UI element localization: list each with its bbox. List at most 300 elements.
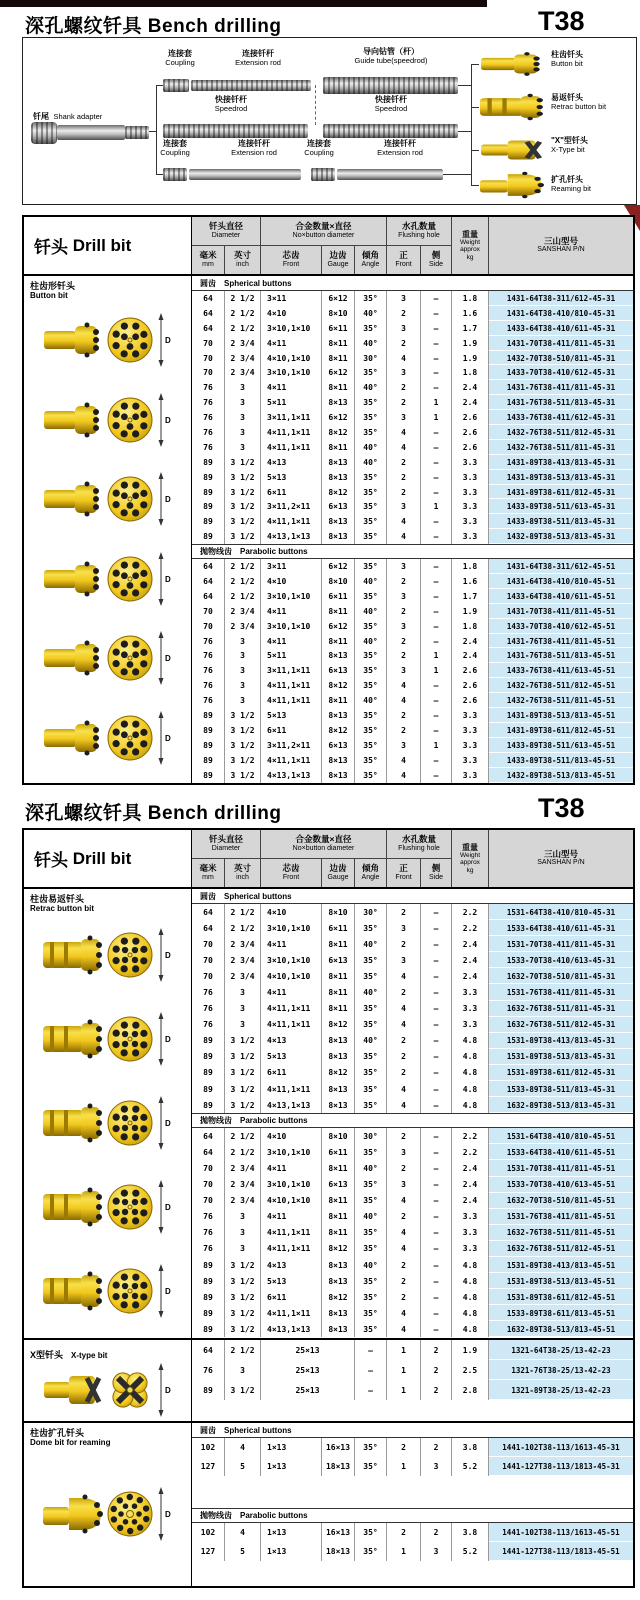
front-buttons: 4×11,1×11 xyxy=(261,753,322,768)
table-row xyxy=(192,1257,633,1273)
weight: 3.8 xyxy=(452,1438,489,1457)
spherical-subheader: 圆齿 Spherical buttons xyxy=(192,1423,633,1438)
page-title-en: Bench drilling xyxy=(147,803,282,824)
diameter-mm: 89 xyxy=(192,499,225,514)
diameter-inch: 3 1/2 xyxy=(225,455,261,470)
gauge-buttons: 8×13 xyxy=(322,1321,355,1337)
gauge-buttons: 8×13 xyxy=(322,753,355,768)
svg-text:D: D xyxy=(164,336,171,346)
gauge-buttons: 8×11 xyxy=(322,984,355,1000)
diameter-mm: 89 xyxy=(192,723,225,738)
part-number: 1531-70T38-411/811-45-31 xyxy=(489,936,633,952)
col-mm: 毫米 mm xyxy=(192,859,225,887)
front-buttons: 4×11,1×11 xyxy=(261,678,322,693)
weight: 4.8 xyxy=(452,1289,489,1305)
part-number: 1533-64T38-410/611-45-51 xyxy=(489,1144,633,1160)
diameter-inch: 3 1/2 xyxy=(225,1097,261,1113)
flush-side: – xyxy=(421,1144,452,1160)
angle: 35° xyxy=(355,1017,387,1033)
part-number: 1531-89T38-513/813-45-51 xyxy=(489,1273,633,1289)
angle: 35° xyxy=(355,514,387,529)
diameter-mm: 70 xyxy=(192,336,225,351)
diameter-mm: 70 xyxy=(192,604,225,619)
front-buttons: 3×11,1×11 xyxy=(261,663,322,678)
table-row xyxy=(192,663,633,678)
weight: 2.8 xyxy=(452,1380,489,1400)
weight: 1.6 xyxy=(452,574,489,589)
weight: 5.2 xyxy=(452,1542,489,1561)
flush-front: 2 xyxy=(387,936,421,952)
table-row xyxy=(192,1438,633,1457)
table-row xyxy=(192,693,633,708)
angle: 40° xyxy=(355,440,387,455)
flush-front: 2 xyxy=(387,1065,421,1081)
angle: 40° xyxy=(355,455,387,470)
angle: 35° xyxy=(355,1081,387,1097)
assembly-diagram xyxy=(22,37,637,205)
part-number: 1432-76T38-511/812-45-51 xyxy=(489,678,633,693)
flush-front: 1 xyxy=(387,1360,421,1380)
diameter-mm: 64 xyxy=(192,321,225,336)
part-number: 1431-76T38-511/813-45-51 xyxy=(489,648,633,663)
drill-bit-header: 钎头 Drill bit xyxy=(24,217,192,274)
flush-side: – xyxy=(421,920,452,936)
part-number: 1441-102T38-113/1613-45-51 xyxy=(489,1523,633,1542)
flush-front: 4 xyxy=(387,1001,421,1017)
weight: 2.4 xyxy=(452,380,489,395)
angle: 35° xyxy=(355,968,387,984)
coupling-label: 连接套 Coupling xyxy=(304,139,334,157)
extension-rod-label: 连接钎杆 Extension rod xyxy=(377,139,423,157)
diameter-inch: 3 xyxy=(225,1241,261,1257)
front-buttons: 5×11 xyxy=(261,648,322,663)
diameter-mm: 76 xyxy=(192,1225,225,1241)
diameter-mm: 70 xyxy=(192,351,225,366)
diameter-mm: 70 xyxy=(192,1193,225,1209)
table-row xyxy=(192,1225,633,1241)
part-number: 1432-70T38-510/811-45-31 xyxy=(489,351,633,366)
front-buttons: 4×11 xyxy=(261,336,322,351)
flush-side: – xyxy=(421,1305,452,1321)
x-type-bit-illustration xyxy=(480,135,544,165)
flush-front: 4 xyxy=(387,1305,421,1321)
table-header xyxy=(24,830,633,889)
angle: 35° xyxy=(355,1542,387,1561)
diameter-mm: 127 xyxy=(192,1542,225,1561)
flush-front: 1 xyxy=(387,1380,421,1400)
weight: 4.8 xyxy=(452,1273,489,1289)
angle: 35° xyxy=(355,1177,387,1193)
extension-rod xyxy=(337,169,443,180)
x-type-bit-drawings xyxy=(30,1363,185,1417)
gauge-buttons: 6×13 xyxy=(322,499,355,514)
diameter-inch: 2 1/2 xyxy=(225,1144,261,1160)
flush-side: 1 xyxy=(421,738,452,753)
diameter-mm: 89 xyxy=(192,485,225,500)
weight: 4.8 xyxy=(452,1257,489,1273)
part-number: 1531-64T38-410/810-45-31 xyxy=(489,904,633,920)
diameter-inch: 3 1/2 xyxy=(225,1321,261,1337)
button-bit-drawing xyxy=(43,472,173,526)
svg-text:D: D xyxy=(164,654,171,664)
diameter-inch: 3 xyxy=(225,1209,261,1225)
flush-front: 3 xyxy=(387,321,421,336)
spherical-rows xyxy=(192,291,633,544)
table-row xyxy=(192,1241,633,1257)
gauge-buttons: 8×13 xyxy=(322,395,355,410)
weight: 1.9 xyxy=(452,351,489,366)
button-bit-illustration xyxy=(480,49,544,79)
retrac-bit-drawing xyxy=(43,1012,173,1066)
diameter-mm: 76 xyxy=(192,1209,225,1225)
gauge-buttons: 8×13 xyxy=(322,768,355,783)
diameter-inch: 4 xyxy=(225,1438,261,1457)
table-header xyxy=(24,217,633,276)
angle: 40° xyxy=(355,336,387,351)
flush-front: 2 xyxy=(387,634,421,649)
front-buttons: 4×13,1×13 xyxy=(261,768,322,783)
reaming-bit-illustration xyxy=(480,170,544,200)
gauge-buttons: 16×13 xyxy=(322,1438,355,1457)
front-buttons: 6×11 xyxy=(261,1289,322,1305)
front-buttons: 3×10,1×10 xyxy=(261,1177,322,1193)
weight: 1.8 xyxy=(452,365,489,380)
weight: 1.6 xyxy=(452,306,489,321)
gauge-buttons: 8×13 xyxy=(322,1049,355,1065)
diameter-mm: 76 xyxy=(192,984,225,1000)
table-row xyxy=(192,936,633,952)
front-buttons: 4×11 xyxy=(261,936,322,952)
table-row xyxy=(192,768,633,783)
diameter-mm: 89 xyxy=(192,514,225,529)
flush-front: 3 xyxy=(387,559,421,574)
diameter-mm: 89 xyxy=(192,529,225,544)
diameter-inch: 2 3/4 xyxy=(225,1160,261,1176)
weight: 3.3 xyxy=(452,514,489,529)
table-row xyxy=(192,1049,633,1065)
flush-side: – xyxy=(421,425,452,440)
diameter-inch: 3 xyxy=(225,663,261,678)
page-title-en: Bench drilling xyxy=(147,16,282,37)
diameter-mm: 70 xyxy=(192,968,225,984)
flush-side: 1 xyxy=(421,395,452,410)
gauge-buttons: 6×13 xyxy=(322,663,355,678)
gauge-buttons: 8×10 xyxy=(322,306,355,321)
weight: 2.2 xyxy=(452,1128,489,1144)
col-front: 芯齿 Front xyxy=(261,246,322,274)
retrac-bit-illustration xyxy=(480,92,544,122)
diameter-inch: 3 xyxy=(225,1225,261,1241)
part-number: 1433-64T38-410/611-45-31 xyxy=(489,321,633,336)
flush-front: 3 xyxy=(387,1144,421,1160)
weight: 2.6 xyxy=(452,410,489,425)
table-row xyxy=(192,753,633,768)
diameter-inch: 2 1/2 xyxy=(225,904,261,920)
weight: 3.3 xyxy=(452,470,489,485)
gauge-buttons: 8×11 xyxy=(322,1225,355,1241)
flush-front: 4 xyxy=(387,1321,421,1337)
diameter-mm: 64 xyxy=(192,306,225,321)
flush-side: – xyxy=(421,485,452,500)
flush-side: – xyxy=(421,952,452,968)
flush-front: 2 xyxy=(387,648,421,663)
part-number: 1431-70T38-411/811-45-31 xyxy=(489,336,633,351)
diameter-mm: 76 xyxy=(192,678,225,693)
part-number: 1531-89T38-413/813-45-51 xyxy=(489,1257,633,1273)
gauge-buttons: 8×13 xyxy=(322,708,355,723)
flush-front: 4 xyxy=(387,1017,421,1033)
weight: 2.4 xyxy=(452,395,489,410)
angle: 40° xyxy=(355,380,387,395)
flush-side: – xyxy=(421,365,452,380)
gauge-buttons: 8×10 xyxy=(322,904,355,920)
retrac-bit-cell xyxy=(24,889,192,1338)
front-buttons: 4×13,1×13 xyxy=(261,529,322,544)
diameter-mm: 70 xyxy=(192,1177,225,1193)
parabolic-rows xyxy=(192,1128,633,1337)
diagram-bit-label: 易返钎头 Retrac button bit xyxy=(551,93,607,111)
front-buttons: 4×11,1×11 xyxy=(261,1081,322,1097)
diameter-mm: 64 xyxy=(192,1128,225,1144)
gauge-buttons: 8×13 xyxy=(322,529,355,544)
part-number: 1431-89T38-513/813-45-31 xyxy=(489,470,633,485)
angle: 40° xyxy=(355,693,387,708)
angle: 35° xyxy=(355,499,387,514)
front-buttons: 4×10 xyxy=(261,574,322,589)
front-buttons: 4×10,1×10 xyxy=(261,968,322,984)
table-row xyxy=(192,1209,633,1225)
front-buttons: 3×10,1×10 xyxy=(261,321,322,336)
diameter-mm: 89 xyxy=(192,708,225,723)
reaming-bit-section xyxy=(24,1421,633,1586)
front-buttons: 4×11,1×11 xyxy=(261,1001,322,1017)
weight: 2.4 xyxy=(452,1177,489,1193)
angle: – xyxy=(355,1340,387,1360)
diameter-mm: 76 xyxy=(192,648,225,663)
button-bit-drawings xyxy=(30,301,185,778)
weight: 2.6 xyxy=(452,678,489,693)
gauge-buttons: 8×11 xyxy=(322,1193,355,1209)
flush-side: 2 xyxy=(421,1360,452,1380)
svg-text:D: D xyxy=(164,495,171,505)
part-number: 1441-127T38-113/1813-45-51 xyxy=(489,1542,633,1561)
weight: 2.2 xyxy=(452,920,489,936)
gauge-buttons: 8×13 xyxy=(322,1097,355,1113)
diameter-inch: 3 xyxy=(225,678,261,693)
front-buttons: 4×11,1×11 xyxy=(261,425,322,440)
gauge-buttons: 6×12 xyxy=(322,619,355,634)
shank-adapter-thread xyxy=(125,126,149,139)
bit-type-label: 柱齿扩孔钎头 Dome bit for reaming xyxy=(30,1428,111,1448)
xtype-bit-drawing xyxy=(43,1363,173,1417)
gauge-buttons: 8×13 xyxy=(322,1033,355,1049)
col-part-number: 三山型号 SANSHAN P/N xyxy=(537,849,585,867)
x-type-rows xyxy=(192,1340,633,1400)
diameter-inch: 3 1/2 xyxy=(225,723,261,738)
svg-text:D: D xyxy=(164,574,171,584)
col-alloy: 合金数量×直径 No×button diameter xyxy=(261,830,387,859)
weight: 4.8 xyxy=(452,1049,489,1065)
angle: – xyxy=(355,1380,387,1400)
part-number: 1433-70T38-410/612-45-51 xyxy=(489,619,633,634)
part-number: 1431-64T38-311/612-45-51 xyxy=(489,559,633,574)
diameter-mm: 89 xyxy=(192,455,225,470)
flush-side: 3 xyxy=(421,1457,452,1476)
diameter-inch: 2 1/2 xyxy=(225,920,261,936)
angle: 35° xyxy=(355,1001,387,1017)
flush-front: 4 xyxy=(387,693,421,708)
angle: 35° xyxy=(355,410,387,425)
diameter-inch: 3 1/2 xyxy=(225,1289,261,1305)
gauge-buttons: 8×12 xyxy=(322,1241,355,1257)
part-number: 1531-89T38-611/812-45-31 xyxy=(489,1065,633,1081)
flush-side: – xyxy=(421,1097,452,1113)
angle: 35° xyxy=(355,678,387,693)
front-buttons: 5×13 xyxy=(261,1049,322,1065)
flush-side: – xyxy=(421,574,452,589)
table-row xyxy=(192,1523,633,1542)
front-buttons: 4×11 xyxy=(261,604,322,619)
front-buttons: 3×10,1×10 xyxy=(261,365,322,380)
gauge-buttons: 6×11 xyxy=(322,589,355,604)
col-gauge: 边齿 Gauge xyxy=(322,859,355,887)
gauge-buttons: 8×12 xyxy=(322,1289,355,1305)
diameter-inch: 3 xyxy=(225,395,261,410)
weight: 3.3 xyxy=(452,768,489,783)
diameter-mm: 89 xyxy=(192,1305,225,1321)
diameter-inch: 3 xyxy=(225,410,261,425)
diameter-mm: 76 xyxy=(192,1017,225,1033)
gauge-buttons: 6×11 xyxy=(322,321,355,336)
diameter-inch: 2 1/2 xyxy=(225,574,261,589)
diameter-mm: 89 xyxy=(192,1289,225,1305)
part-number: 1433-89T38-511/813-45-31 xyxy=(489,514,633,529)
angle: 40° xyxy=(355,1209,387,1225)
angle: 35° xyxy=(355,1193,387,1209)
angle: 35° xyxy=(355,753,387,768)
angle: 30° xyxy=(355,904,387,920)
col-flushing: 水孔数量 Flushing hole xyxy=(387,830,452,859)
diameter-mm: 64 xyxy=(192,1144,225,1160)
spherical-rows xyxy=(192,904,633,1113)
diameter-inch: 3 xyxy=(225,1017,261,1033)
gauge-buttons: 6×12 xyxy=(322,291,355,306)
gauge-buttons: 8×13 xyxy=(322,1257,355,1273)
angle: 35° xyxy=(355,425,387,440)
flush-front: 2 xyxy=(387,723,421,738)
diameter-inch: 2 3/4 xyxy=(225,952,261,968)
diameter-mm: 89 xyxy=(192,1033,225,1049)
flush-front: 3 xyxy=(387,1177,421,1193)
col-weight: 重量 Weight approx kg xyxy=(452,217,489,274)
table-row xyxy=(192,723,633,738)
diameter-mm: 102 xyxy=(192,1523,225,1542)
angle: 35° xyxy=(355,1097,387,1113)
table-row xyxy=(192,529,633,544)
table-row xyxy=(192,1065,633,1081)
svg-text:D: D xyxy=(164,1035,171,1045)
shank-label: 钎尾 Shank adapter xyxy=(33,112,103,121)
table-row xyxy=(192,1321,633,1337)
gauge-buttons: 8×12 xyxy=(322,723,355,738)
flush-front: 4 xyxy=(387,425,421,440)
table-row xyxy=(192,336,633,351)
part-number: 1433-76T38-411/613-45-51 xyxy=(489,663,633,678)
flush-front: 3 xyxy=(387,410,421,425)
diameter-inch: 2 1/2 xyxy=(225,291,261,306)
extension-rod-label: 连接钎杆 Extension rod xyxy=(231,139,277,157)
col-inch: 英寸 inch xyxy=(225,246,261,274)
front-buttons: 3×10,1×10 xyxy=(261,1144,322,1160)
angle: 35° xyxy=(355,1225,387,1241)
angle: 30° xyxy=(355,351,387,366)
diameter-inch: 3 xyxy=(225,648,261,663)
part-number: 1431-64T38-410/810-45-31 xyxy=(489,306,633,321)
part-number: 1431-76T38-411/811-45-51 xyxy=(489,634,633,649)
gauge-buttons: 8×13 xyxy=(322,470,355,485)
angle: 35° xyxy=(355,1065,387,1081)
diameter-inch: 3 1/2 xyxy=(225,1065,261,1081)
part-number: 1531-76T38-411/811-45-51 xyxy=(489,1209,633,1225)
svg-text:D: D xyxy=(164,1510,171,1520)
flush-side: – xyxy=(421,1209,452,1225)
diameter-mm: 89 xyxy=(192,1257,225,1273)
weight: 3.3 xyxy=(452,723,489,738)
part-number: 1632-76T38-511/811-45-51 xyxy=(489,1225,633,1241)
flush-front: 3 xyxy=(387,619,421,634)
angle: 35° xyxy=(355,738,387,753)
table-row xyxy=(192,395,633,410)
weight: 2.6 xyxy=(452,440,489,455)
retrac-bit-drawing xyxy=(43,1264,173,1318)
front-buttons: 4×13 xyxy=(261,1257,322,1273)
angle: 40° xyxy=(355,984,387,1000)
parabolic-subheader: 抛物线齿 Parabolic buttons xyxy=(192,1113,633,1128)
front-buttons: 4×10,1×10 xyxy=(261,1193,322,1209)
flush-side: – xyxy=(421,1065,452,1081)
flush-front: 3 xyxy=(387,291,421,306)
gauge-buttons: 8×11 xyxy=(322,1160,355,1176)
flush-side: – xyxy=(421,904,452,920)
flush-side: – xyxy=(421,619,452,634)
part-number: 1433-76T38-411/612-45-31 xyxy=(489,410,633,425)
weight: 1.9 xyxy=(452,336,489,351)
flush-side: – xyxy=(421,559,452,574)
angle: 35° xyxy=(355,1289,387,1305)
diameter-inch: 3 xyxy=(225,634,261,649)
part-number: 1432-76T38-511/811-45-31 xyxy=(489,440,633,455)
front-buttons: 4×13 xyxy=(261,455,322,470)
part-number: 1632-70T38-510/811-45-31 xyxy=(489,968,633,984)
drill-bit-header: 钎头 Drill bit xyxy=(24,830,192,887)
flush-front: 2 xyxy=(387,1273,421,1289)
diameter-inch: 2 3/4 xyxy=(225,336,261,351)
gauge-buttons: 8×11 xyxy=(322,336,355,351)
part-number: 1431-76T38-511/813-45-31 xyxy=(489,395,633,410)
flush-side: – xyxy=(421,678,452,693)
diameter-mm: 89 xyxy=(192,1273,225,1289)
flush-front: 4 xyxy=(387,1193,421,1209)
part-number: 1533-64T38-410/611-45-31 xyxy=(489,920,633,936)
table-row xyxy=(192,619,633,634)
gauge-buttons: 8×11 xyxy=(322,1209,355,1225)
flush-front: 2 xyxy=(387,1033,421,1049)
diameter-mm: 76 xyxy=(192,1001,225,1017)
weight: 4.8 xyxy=(452,1097,489,1113)
button-bit-drawing xyxy=(43,313,173,367)
part-number: 1431-64T38-410/810-45-51 xyxy=(489,574,633,589)
button-bit-drawing xyxy=(43,711,173,765)
